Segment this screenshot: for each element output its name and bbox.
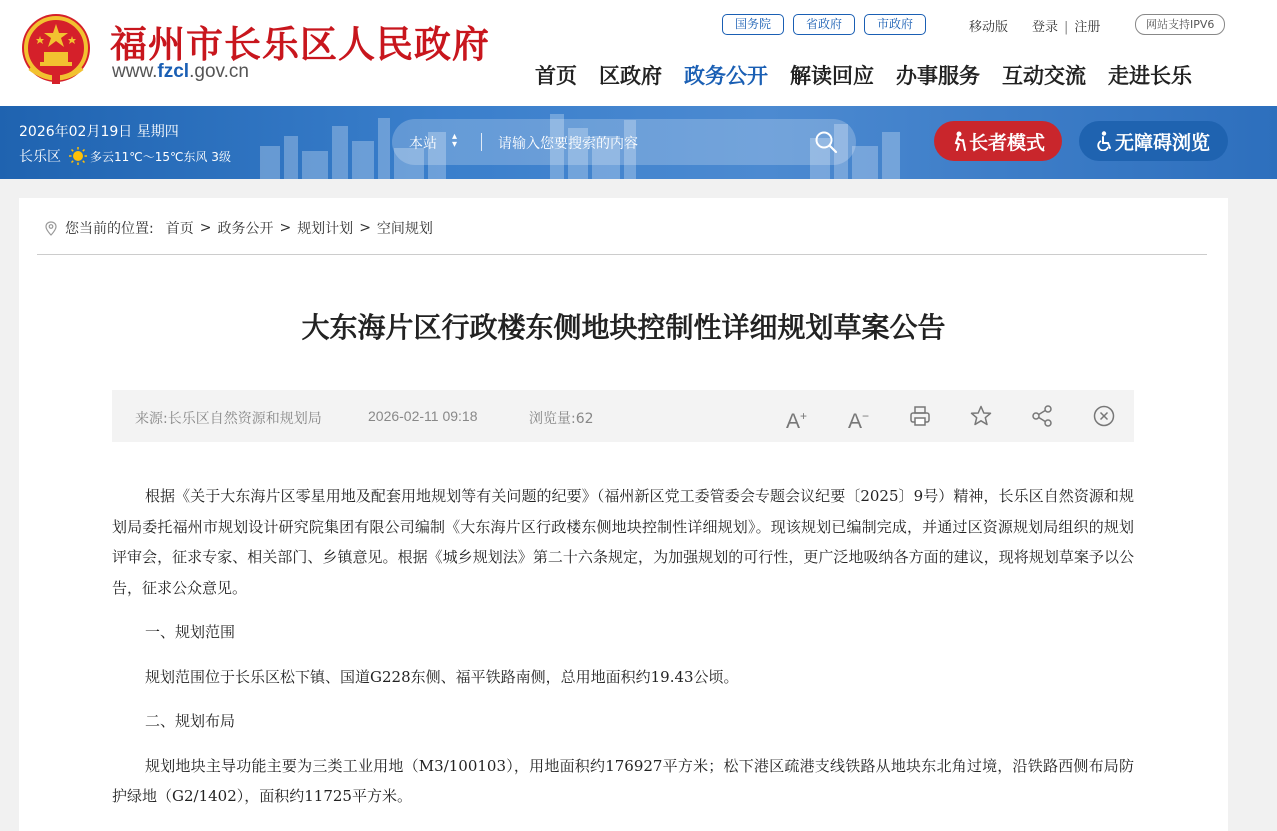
font-decrease-sup: − <box>862 409 870 423</box>
breadcrumb <box>45 218 433 238</box>
nav-gov-affairs[interactable]: 政务公开 <box>684 64 768 88</box>
site-header <box>0 0 1277 106</box>
article-paragraph: 规划范围位于长乐区松下镇、国道G228东侧、福平铁路南侧，总用地面积约19.43公顷。 <box>145 667 739 686</box>
accessibility-button[interactable] <box>1079 121 1228 161</box>
article-body <box>112 481 1134 826</box>
article-paragraph: 根据《关于大东海片区零星用地及配套用地规划等有关问题的纪要》（福州新区党工委管委会专题会议纪要〔2025〕9号）精神，长乐区自然资源和规划局委托福州市规划设计研究院集团有限公司编制《大东海片区行政楼东侧地块控制性详细规划》。现该规划已编制完成，并通过区资源规划局组织的规划评审会，征求专家、相关部门、乡镇意见。根据《城乡规划法》第二十六条规定，为加强规划的可行性，更广泛地吸纳各方面的建议，现将规划草案予以公告，征求公众意见。 <box>112 487 1134 597</box>
updown-arrow-icon[interactable]: ▴ ▾ <box>452 131 458 150</box>
nav-services[interactable]: 办事服务 <box>896 64 980 88</box>
nav-interpretation[interactable]: 解读回应 <box>790 64 874 88</box>
article-title: 大东海片区行政楼东侧地块控制性详细规划草案公告 <box>301 311 946 344</box>
print-icon[interactable] <box>908 404 932 428</box>
banner <box>0 106 1277 179</box>
search-divider <box>481 133 482 151</box>
site-title[interactable]: 福州市长乐区人民政府 <box>110 22 490 66</box>
link-province-gov[interactable]: 省政府 <box>793 14 855 35</box>
breadcrumb-plans[interactable]: 规划计划 <box>297 221 354 237</box>
font-increase-sup: + <box>800 409 808 423</box>
accessibility-label: 无障碍浏览 <box>1114 131 1210 154</box>
article-datetime: 2026-02-11 09:18 <box>368 408 478 424</box>
article-source: 来源:长乐区自然资源和规划局 <box>135 411 322 427</box>
search-scope-select[interactable]: 本站 <box>409 136 437 152</box>
breadcrumb-separator: > <box>199 220 212 236</box>
wheelchair-icon <box>1097 131 1113 151</box>
nav-interaction[interactable]: 互动交流 <box>1002 64 1086 88</box>
location-pin-icon <box>45 221 57 236</box>
close-icon[interactable] <box>1092 404 1116 428</box>
site-url-prefix: www. <box>112 61 158 82</box>
content-card <box>19 198 1228 831</box>
site-url-suffix: .gov.cn <box>189 61 249 82</box>
search-input[interactable]: 请输入您要搜索的内容 <box>498 136 638 152</box>
site-url-bold: fzcl <box>157 61 190 82</box>
article-paragraph: 规划地块主导功能主要为三类工业用地（M3/100103），用地面积约176927平方米；松下港区疏港支线铁路从地块东北角过境，沿铁路西侧布局防护绿地（G2/1402），面积约11725平方米。 <box>112 756 1134 805</box>
nav-home[interactable]: 首页 <box>535 64 577 88</box>
elderly-person-icon <box>951 131 967 151</box>
font-increase-label: A <box>786 410 801 433</box>
font-increase-icon[interactable] <box>786 404 810 433</box>
article-meta-bar <box>112 390 1134 442</box>
nav-about-changle[interactable]: 走进长乐 <box>1108 64 1192 88</box>
national-emblem-icon[interactable] <box>20 12 92 86</box>
article-section-heading: 一、规划范围 <box>145 623 236 641</box>
weather-text: 多云11℃～15℃东风 3级 <box>90 149 231 164</box>
login-link[interactable]: 登录 <box>1032 20 1059 35</box>
font-decrease-label: A <box>848 410 863 433</box>
breadcrumb-divider <box>37 254 1207 255</box>
breadcrumb-prefix: 您当前的位置: <box>65 221 154 237</box>
site-url <box>112 61 249 83</box>
breadcrumb-spatial-planning[interactable]: 空间规划 <box>376 221 433 237</box>
link-state-council[interactable]: 国务院 <box>722 14 784 35</box>
main-nav <box>535 60 1192 90</box>
ipv6-badge: 网站支持IPV6 <box>1135 14 1225 35</box>
breadcrumb-gov-affairs[interactable]: 政务公开 <box>217 221 274 237</box>
sunny-weather-icon <box>69 147 87 165</box>
mobile-version-link[interactable]: 移动版 <box>969 20 1009 35</box>
current-date: 2026年02月19日 星期四 <box>19 124 179 140</box>
article-views: 浏览量:62 <box>529 411 594 427</box>
breadcrumb-home[interactable]: 首页 <box>165 221 194 237</box>
breadcrumb-separator: > <box>359 220 371 236</box>
account-links <box>1032 16 1100 35</box>
register-link[interactable]: 注册 <box>1074 20 1101 35</box>
weather-widget <box>19 146 231 166</box>
search-icon[interactable] <box>814 130 838 154</box>
district-label: 长乐区 <box>19 149 61 165</box>
elder-mode-button[interactable] <box>934 121 1062 161</box>
share-icon[interactable] <box>1030 404 1054 428</box>
breadcrumb-separator: > <box>279 220 292 236</box>
article-section-heading: 二、规划布局 <box>145 712 236 730</box>
search-bar <box>392 119 856 165</box>
font-decrease-icon[interactable] <box>848 404 872 433</box>
link-city-gov[interactable]: 市政府 <box>864 14 926 35</box>
favorite-icon[interactable] <box>969 404 993 428</box>
elder-mode-label: 长者模式 <box>968 131 1045 154</box>
login-separator: | <box>1064 20 1069 35</box>
nav-district-gov[interactable]: 区政府 <box>599 64 662 88</box>
top-links <box>722 14 926 35</box>
